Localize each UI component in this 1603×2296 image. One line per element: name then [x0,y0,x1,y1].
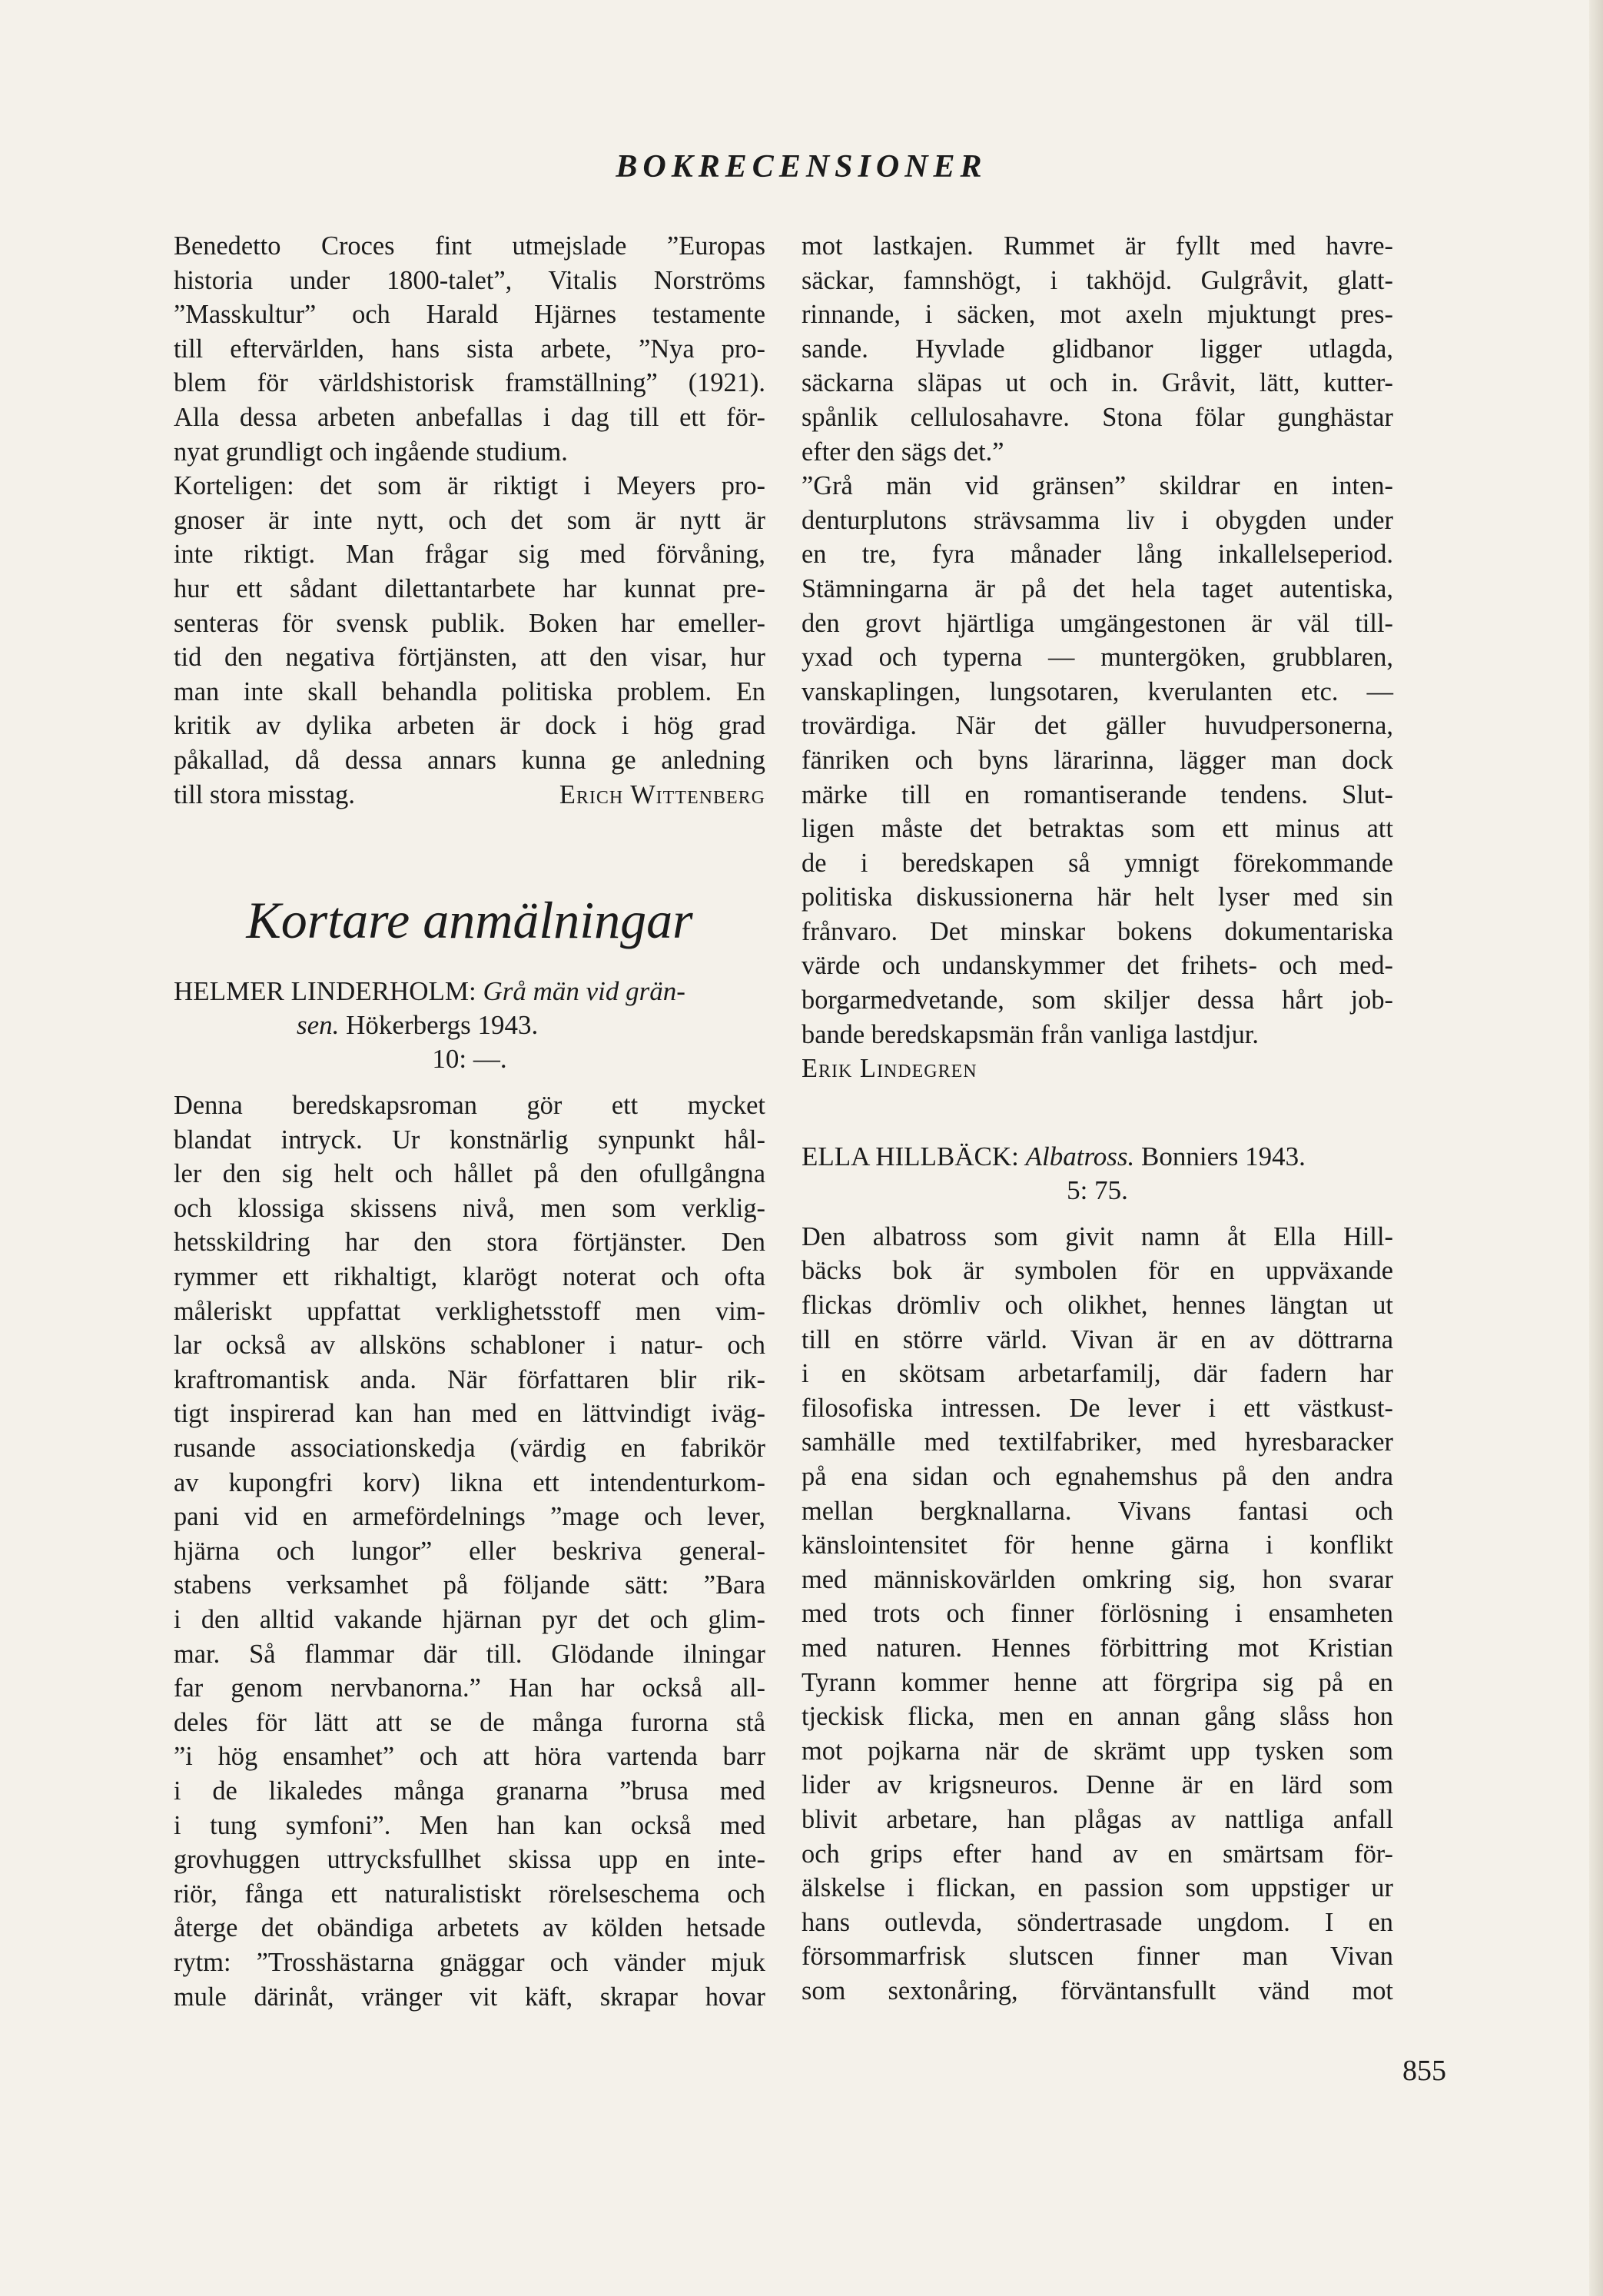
reviewer-signature: Erik Lindegren [802,1054,977,1084]
book-heading-2 [802,1140,1393,1208]
book-price: 10: —. [432,1044,507,1075]
text-line: politiska diskussionerna här helt lyser med sin [802,882,1393,912]
text-line: med trots och finner förlösning i ensamheten [802,1599,1393,1629]
text-line: lider av krigsneuros. Denne är en lärd som [802,1770,1393,1800]
text-line: Denna beredskapsroman gör ett mycket [174,1091,765,1121]
text-line: Alla dessa arbeten anbefallas i dag till ett för- [174,402,765,432]
book-title-cont: sen. [297,1010,340,1041]
review-paragraph-2 [174,469,765,812]
text-line: pani vid en armefördelnings ”mage och lever, [174,1502,765,1532]
review-paragraph-1 [174,229,765,469]
text-line: bäcks bok är symbolen för en uppväxande [802,1256,1393,1286]
book-publisher: Bonniers 1943. [1141,1141,1306,1171]
text-line: den grovt hjärtliga umgängestonen är väl till- [802,608,1393,638]
text-line: Korteligen: det som är riktigt i Meyers pro- [174,471,765,501]
text-line: de i beredskapen så ymnigt förekommande [802,848,1393,878]
text-line: till stora misstag. [174,779,355,809]
text-line: Benedetto Croces fint utmejslade ”Europas [174,231,765,261]
text-line: påkallad, då dessa annars kunna ge anledning [174,745,765,775]
text-line: sande. Hyvlade glidbanor ligger utlagda, [802,334,1393,364]
book-publisher: Hökerbergs 1943. [346,1010,539,1041]
text-line: blandat intryck. Ur konstnärlig synpunkt hål- [174,1125,765,1155]
text-line: i de likaledes många granarna ”brusa med [174,1776,765,1806]
text-line: mellan bergknallarna. Vivans fantasi och [802,1496,1393,1526]
text-line: rymmer ett rikhaltigt, klarögt noterat och ofta [174,1262,765,1292]
text-line: mar. Så flammar där till. Glödande ilningar [174,1639,765,1669]
text-line: säckar, famnshögt, i takhöjd. Gulgråvit, glatt- [802,265,1393,295]
text-line: med naturen. Hennes förbittring mot Kristian [802,1633,1393,1663]
text-line: Tyrann kommer henne att förgripa sig på en [802,1667,1393,1697]
book-title: Albatross. [1025,1141,1135,1171]
review-paragraph-3 [174,1088,765,2014]
text-line: riör, fånga ett naturalistiskt rörelseschema och [174,1879,765,1909]
text-line: till en större värld. Vivan är en av döttrarna [802,1324,1393,1354]
right-column [802,229,1393,2009]
text-line: denturplutons strävsamma liv i obygden under [802,505,1393,535]
page-number: 855 [1402,2055,1446,2087]
text-line: hans outlevda, söndertrasade ungdom. I en [802,1907,1393,1937]
text-line: vanskaplingen, lungsotaren, kverulanten etc. — [802,676,1393,706]
text-line: och klossiga skissens nivå, men som verklig- [174,1193,765,1223]
text-line: mot lastkajen. Rummet är fyllt med havre- [802,231,1393,261]
text-line: rinnande, i säcken, mot axeln mjuktungt pres- [802,300,1393,330]
text-line: hjärna och lungor” eller beskriva general- [174,1536,765,1566]
text-line: återge det obändiga arbetets av kölden hetsade [174,1913,765,1943]
text-line: tid den negativa förtjänsten, att den visar, hur [174,643,765,673]
spacer [802,1086,1393,1140]
text-line: kritik av dylika arbeten är dock i hög grad [174,711,765,741]
text-line: en tre, fyra månader lång inkallelseperiod. [802,540,1393,570]
text-line: i tung symfoni”. Men han kan också med [174,1810,765,1840]
running-head: BOKRECENSIONER [616,149,987,184]
text-line: bande beredskapsmän från vanliga lastdjur. [802,1019,1259,1049]
text-line: tigt inspirerad kan han med en lättvindigt iväg- [174,1399,765,1429]
text-line: frånvaro. Det minskar bokens dokumentariska [802,916,1393,946]
text-line: lar också av allsköns schabloner i natur- och [174,1331,765,1361]
reviewer-signature: Erich Wittenberg [559,779,765,809]
text-line: grovhuggen uttrycksfullhet skissa upp en inte- [174,1845,765,1875]
text-line: flickas drömliv och olikhet, hennes längtan ut [802,1291,1393,1321]
text-line: i en skötsam arbetarfamilj, där fadern har [802,1359,1393,1389]
text-line: spånlik cellulosahavre. Stona fölar gunghästar [802,402,1393,432]
text-line: samhälle med textilfabriker, med hyresbaracker [802,1427,1393,1457]
text-line: värde och undanskymmer det frihets- och med- [802,951,1393,981]
text-line: Stämningarna är på det hela taget autentiska, [802,573,1393,603]
text-line: trovärdiga. När det gäller huvudpersonerna, [802,711,1393,741]
text-line: märke till en romantiserande tendens. Slut- [802,779,1393,809]
text-line: ”Grå män vid gränsen” skildrar en inten- [802,471,1393,501]
book-heading-1 [174,975,765,1076]
text-line: kraftromantisk anda. När författaren blir rik- [174,1364,765,1394]
text-line: och grips efter hand av en smärtsam för- [802,1839,1393,1869]
text-line: med människovärlden omkring sig, hon svarar [802,1564,1393,1594]
section-title: Kortare anmälningar [246,891,693,950]
text-line: rusande associationskedja (värdig en fabrikör [174,1434,765,1464]
text-line: tjeckisk flicka, men en annan gång slåss hon [802,1702,1393,1732]
text-line: ”Masskultur” och Harald Hjärnes testamente [174,300,765,330]
text-line: av kupongfri korv) likna ett intendenturkom- [174,1467,765,1497]
spacer [174,1076,765,1088]
review-paragraph-4 [802,229,1393,469]
text-line: blivit arbetare, han plågas av nattliga anfall [802,1804,1393,1834]
text-line: på ena sidan och egnahemshus på den andra [802,1462,1393,1491]
text-line: inte riktigt. Man frågar sig med förvåning, [174,540,765,570]
text-line: i den alltid vakande hjärnan pyr det och glim- [174,1605,765,1634]
text-line: nyat grundligt och ingående studium. [174,437,568,467]
text-line: som sextonåring, förväntansfullt vänd mot [802,1975,1393,2005]
text-line: hur ett sådant dilettantarbete har kunnat pre- [174,573,765,603]
book-price: 5: 75. [1067,1175,1128,1205]
text-line: stabens verksamhet på följande sätt: ”Bara [174,1570,765,1600]
text-line: fänriken och byns lärarinna, lägger man dock [802,745,1393,775]
text-line: mot pojkarna när de skrämt upp tysken som [802,1736,1393,1766]
book-author: HELMER LINDERHOLM: [174,976,476,1007]
text-line: deles för lätt att se de många furorna stå [174,1707,765,1737]
signature-line [174,778,765,812]
page-edge-shadow [1589,0,1603,2296]
text-line: rytm: ”Trosshästarna gnäggar och vänder mjuk [174,1947,765,1977]
text-line: man inte skall behandla politiska problem. En [174,676,765,706]
text-line: gnoser är inte nytt, och det som är nytt är [174,505,765,535]
text-line: senteras för svensk publik. Boken har emeller- [174,608,765,638]
text-line: säckarna släpas ut och in. Gråvit, lätt, kutter- [802,368,1393,398]
text-line: måleriskt uppfattat verklighetsstoff men vim- [174,1296,765,1326]
text-line: hetsskildring har den stora förtjänster. Den [174,1228,765,1258]
text-line: filosofiska intressen. De lever i ett västkust- [802,1393,1393,1423]
book-author: ELLA HILLBÄCK: [802,1141,1019,1171]
text-line: försommarfrisk slutscen finner man Vivan [802,1942,1393,1972]
review-paragraph-6 [802,1220,1393,2009]
spacer [802,1208,1393,1220]
text-line: ”i hög ensamhet” och att höra vartenda barr [174,1742,765,1772]
text-line: efter den sägs det.” [802,437,1004,467]
text-line: historia under 1800-talet”, Vitalis Norströms [174,265,765,295]
text-line: blem för världshistorisk framställning” (1921). [174,368,765,398]
text-line: ligen måste det betraktas som ett minus att [802,814,1393,844]
text-line: till eftervärlden, hans sista arbete, ”Nya pro- [174,334,765,364]
text-line: känslointensitet för henne gärna i konflikt [802,1530,1393,1560]
left-column [174,229,765,2014]
text-line: far genom nervbanorna.” Han har också all- [174,1673,765,1703]
book-title: Grå män vid grän- [483,976,685,1007]
text-line: yxad och typerna — muntergöken, grubblaren, [802,643,1393,673]
text-line: mule därinåt, vränger vit käft, skrapar hovar [174,1982,765,2012]
review-paragraph-5 [802,469,1393,1086]
text-line: borgarmedvetande, som skiljer dessa hårt job- [802,985,1393,1015]
text-line: älskelse i flickan, en passion som uppstiger ur [802,1873,1393,1903]
text-line: ler den sig helt och hållet på den ofullgångna [174,1159,765,1189]
text-line: Den albatross som givit namn åt Ella Hill- [802,1221,1393,1251]
